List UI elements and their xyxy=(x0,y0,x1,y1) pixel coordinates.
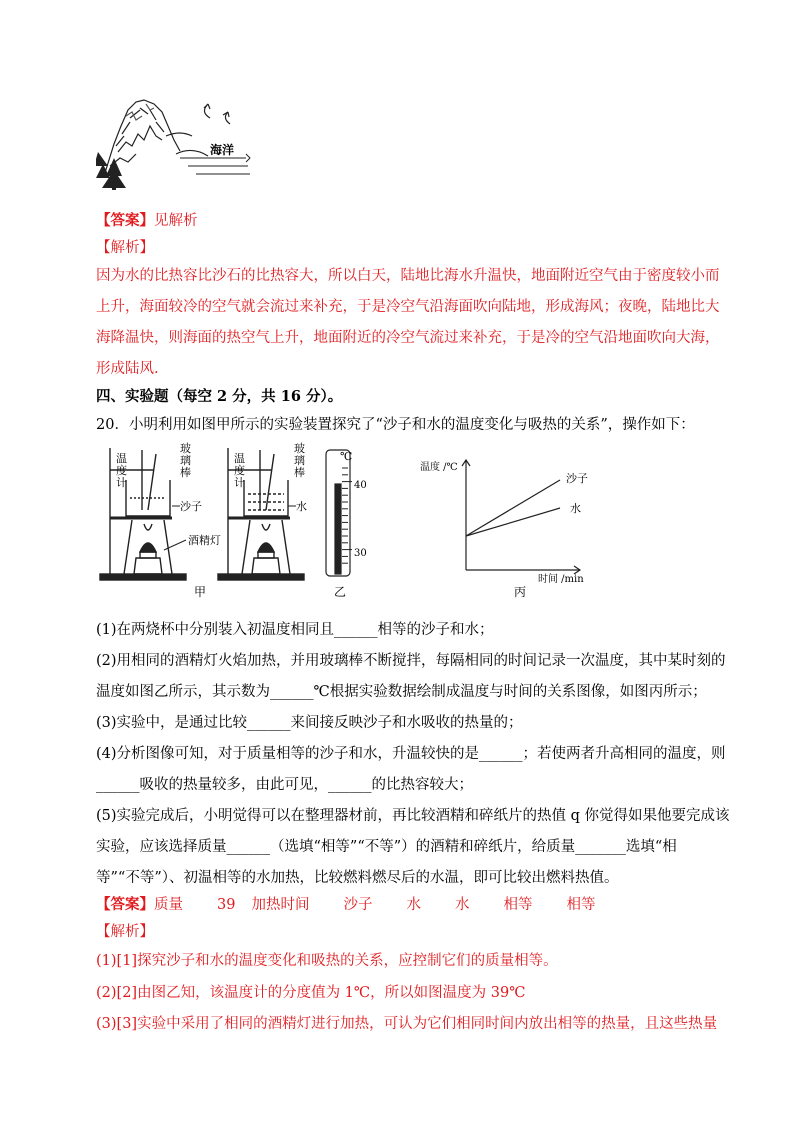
ocean-label: 海洋 xyxy=(210,143,235,157)
thermometer-label-3: 计 xyxy=(116,476,127,489)
answer-line-2 xyxy=(96,895,595,915)
thermometer-label xyxy=(234,452,249,489)
ocean-drawing xyxy=(180,154,250,174)
answer-item: 质量 xyxy=(154,897,183,913)
series-label-sand: 沙子 xyxy=(566,472,588,485)
caption-jia: 甲 xyxy=(194,585,207,599)
water-label: 水 xyxy=(296,500,307,513)
answer-item: 39 xyxy=(217,897,236,913)
question-line: (5)实验完成后，小明觉得可以在整理器材前，再比较酒精和碎纸片的热值 q 你觉得如果他要完成该 xyxy=(96,808,730,824)
analysis-line: 海降温快，则海面的热空气上升，地面附近的冷空气流过来补充，于是冷的空气沿地面吹向大海， xyxy=(96,330,720,346)
rod-label-3: 棒 xyxy=(294,466,305,479)
question-line: 温度如图乙所示，其示数为______℃根据实验数据绘制成温度与时间的关系图像，如图丙所示； xyxy=(96,684,707,700)
question-stem: 20．小明利用如图甲所示的实验装置探究了“沙子和水的温度变化与吸热的关系”，操作如下： xyxy=(96,417,695,433)
graph-xlabel: 时间 /min xyxy=(538,574,584,585)
graph-bing xyxy=(462,460,580,574)
question-line: (1)在两烧杯中分别装入初温度相同且______相等的沙子和水； xyxy=(96,622,494,638)
caption-yi: 乙 xyxy=(334,585,347,599)
experiment-figure xyxy=(96,440,616,600)
rod-label-1: 玻 xyxy=(294,442,305,455)
answer-line-1 xyxy=(96,211,198,231)
analysis-line: (3)[3]实验中采用了相同的酒精灯进行加热，可认为它们相同时间内放出相等的热量，且这些热量 xyxy=(96,1016,718,1032)
answer-item: 水 xyxy=(406,897,421,913)
thermometer-label-1: 温 xyxy=(116,452,127,465)
analysis-tag: 【解析】 xyxy=(96,924,154,940)
tick-label-40: 40 xyxy=(354,480,367,491)
analysis-tag: 【解析】 xyxy=(96,240,154,256)
tick-label-30: 30 xyxy=(354,548,367,559)
answer-item: 水 xyxy=(454,897,470,913)
answer-tag: 【答案】 xyxy=(96,896,154,913)
thermometer-label-3: 计 xyxy=(234,476,245,489)
answer-item: 沙子 xyxy=(343,897,373,913)
lamp-label: 酒精灯 xyxy=(188,534,221,547)
rod-label-1: 玻 xyxy=(180,442,191,455)
answer-item: 加热时间 xyxy=(251,897,310,913)
thermometer-yi xyxy=(326,450,353,576)
analysis-line: 因为水的比热容比沙石的比热容大，所以白天，陆地比海水升温快，地面附近空气由于密度较小而 xyxy=(96,268,720,284)
analysis-line: (2)[2]由图乙知，该温度计的分度值为 1℃，所以如图温度为 39℃ xyxy=(96,985,526,1001)
unit-label: ℃ xyxy=(340,450,353,463)
answer-item: 相等 xyxy=(566,897,596,913)
thermometer-label xyxy=(116,452,131,489)
question-line: (4)分析图像可知，对于质量相等的沙子和水，升温较快的是______；若使两者升高相同的温度，则 xyxy=(96,746,726,762)
section-title: 四、实验题（每空 2 分，共 16 分）。 xyxy=(96,388,343,405)
tree-drawing xyxy=(96,152,126,190)
analysis-line: 形成陆风. xyxy=(96,361,159,377)
rod-label xyxy=(180,441,195,479)
thermometer-label-2: 度 xyxy=(116,464,127,477)
rod-label xyxy=(294,441,309,479)
question-line: ______吸收的热量较多，由此可见，______的比热容较大； xyxy=(96,777,473,793)
sand-label: 沙子 xyxy=(180,500,202,513)
thermometer-label-1: 温 xyxy=(234,452,245,465)
rod-label-3: 棒 xyxy=(180,466,191,479)
sand-line xyxy=(466,480,560,536)
thermometer-label-2: 度 xyxy=(234,464,245,477)
answer-tag: 【答案】 xyxy=(96,212,154,229)
question-line: 实验，应该选择质量______（选填“相等”“不等”）的酒精和碎纸片，给质量_______选填“相 xyxy=(96,839,677,855)
rod-label-2: 璃 xyxy=(180,454,191,467)
rod-label-2: 璃 xyxy=(294,454,305,467)
water-line xyxy=(466,508,560,536)
question-line: (3)实验中，是通过比较______来间接反映沙子和水吸收的热量的； xyxy=(96,715,523,731)
question-line: 等”“不等”）、初温相等的水加热，比较燃料燃尽后的水温，即可比较出燃料热值。 xyxy=(96,870,619,886)
apparatus-jia xyxy=(100,448,304,580)
question-line: (2)用相同的酒精灯火焰加热，并用玻璃棒不断搅拌，每隔相同的时间记录一次温度，其中某时刻的 xyxy=(96,653,726,669)
series-label-water: 水 xyxy=(570,502,581,515)
answer-item: 相等 xyxy=(503,897,533,913)
sea-breeze-illustration xyxy=(96,96,256,191)
caption-bing: 丙 xyxy=(514,585,527,599)
analysis-line: (1)[1]探究沙子和水的温度变化和吸热的关系，应控制它们的质量相等。 xyxy=(96,953,558,969)
analysis-line: 上升，海面较冷的空气就会流过来补充，于是冷空气沿海面吹向陆地，形成海风；夜晚，陆地比大 xyxy=(96,299,720,315)
answer-text: 见解析 xyxy=(154,213,198,229)
graph-ylabel: 温度 /℃ xyxy=(420,462,458,473)
